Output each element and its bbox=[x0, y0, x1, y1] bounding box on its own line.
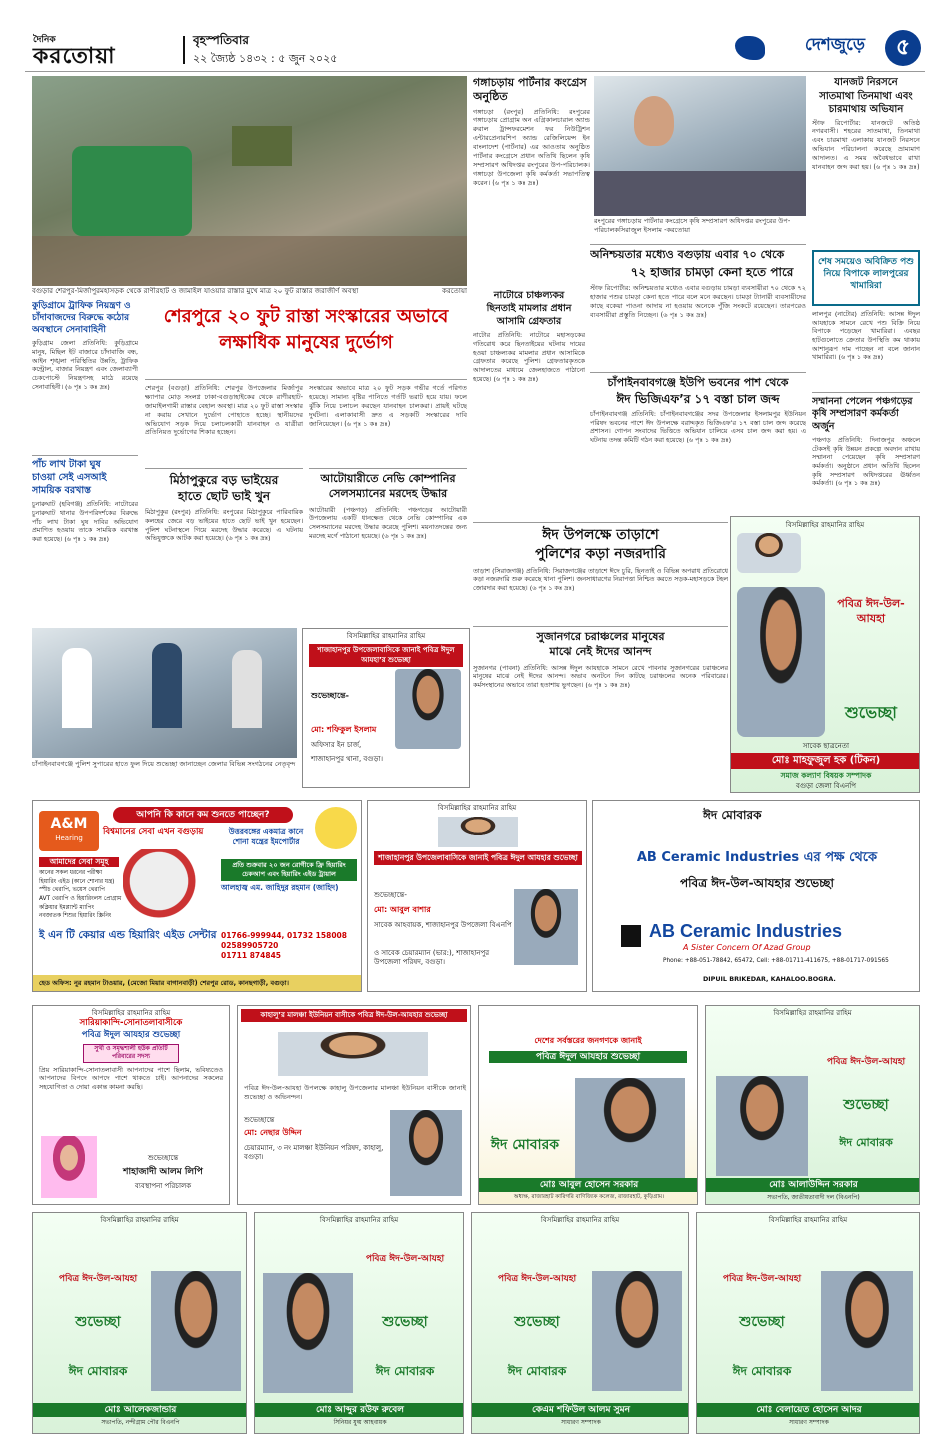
natore-headline-3: আসামি গ্রেফতার bbox=[496, 315, 562, 327]
ad-hearing-phone: 01766-999944, 01732 158008 bbox=[221, 931, 347, 940]
sujanagar-headline-1: সুজানগরে চরাঞ্চলের মানুষের bbox=[536, 630, 665, 643]
sujanagar-body: সুজানগর (পাবনা) প্রতিনিধি: আসন্ন ঈদুল আযহাকে সামনে রেখে পাবনার সুজানগরের চরাঞ্চলের মানুষের মাঝে নেই ঈদের আনন্দ। অভাব অনটনে দিন কাটছে চরাঞ্চলের অনেক পরিবারের। কর্মসংস্থানের অভাবে তারা হতাশায় ভুগছেন। (৬ পৃঃ ১ কঃ দ্রঃ) bbox=[473, 663, 728, 689]
ad-hearing-service: AVT থেরাপি ও হিয়ারিংলস প্রোগ্রাম bbox=[39, 896, 122, 903]
ad-hearing-brand: A&M bbox=[50, 816, 88, 832]
traffic-drive-body: স্টাফ রিপোর্টার: যানজটে অতিষ্ঠ নগরবাসী। শহরের সাতমাথা, তিনমাথা এবং চারমাথা এলাকায় যানজট নিরসনে অভিযান পরিচালনা করেছে ভ্রাম্যমাণ আদালত। এ সময় অবৈধভাবে রাখা যানবাহন জব্দ করা হয়। (৬ পৃঃ ১ কঃ দ্রঃ) bbox=[812, 118, 920, 171]
leather-body: স্টাফ রিপোর্টার: অনিশ্চয়তার মধ্যেও এবার বগুড়ায় চামড়া ব্যবসায়ীরা ৭০ থেকে ৭২ হাজার পশুর চামড়া কেনা হতে পারে বলে মনে করছেন। চামড়া ট্যানারী ব্যবসায়ীদের কাছে বকেয়া পাওনা আদায় না হওয়ায় অনেকে পুঁজি সংকটে রয়েছেন। তারপরেও ব্যবসায়ীরা প্রস্তুতি নিচ্ছেন। (৬ পৃঃ ১ কঃ দ্রঃ) bbox=[590, 284, 806, 319]
cattle-story-box bbox=[812, 250, 920, 306]
ad-alauddin-post: সভাপতি, জাতীয়তাবাদী দল (বিএনপি) bbox=[767, 1194, 860, 1201]
ad-row-1 bbox=[32, 1212, 247, 1434]
tarash-police-story bbox=[473, 522, 728, 622]
congress-photo-caption-text: রংপুরের গঙ্গাচড়ায় পার্টনার কংগ্রেসে কৃষি সম্প্রসারণ অধিদপ্তর রংপুরের উপ-পরিচালকসিরাজুল ইসলাম bbox=[594, 217, 791, 234]
ad-row-2-mubarak: ঈদ মোবারক bbox=[375, 1364, 435, 1378]
road-photo-caption: বগুড়ার শেরপুর-মির্জাপুরমহাসড়ক থেকে রাণীরহাট ও জামাইল যাওয়ার রাস্তার মুখে মাত্র ২০ ফুট রাস্তার জরাজীর্ণ অবস্থা bbox=[32, 287, 359, 295]
leather-headline-2: ৭২ হাজার চামড়া কেনা হতে পারে bbox=[630, 265, 794, 279]
ad-hearing-service: স্পীচ থেরাপি, ভয়েস থেরাপি bbox=[39, 887, 105, 894]
ad-row-4-eid: পবিত্র ঈদ-উল-আযহা bbox=[722, 1274, 802, 1284]
lead-body-col-2: সংস্কারের অভাবে মাত্র ২০ ফুট সড়ক গভীর গর্তে পরিণত হয়েছে। সামান্য বৃষ্টির পানিতে গর্তটি ভরাট হয়ে যায়। ফলে ঝুঁকি নিয়ে চলাচল করছেন যানবাহন চালকরা। প্রায়ই ঘটছে দুর্ঘটনা। এলাকাবাসী দ্রুত এ সড়কটি সংস্কারের দাবি জানিয়েছেন। (৬ পৃঃ ১ কঃ দ্রঃ) bbox=[309, 384, 467, 428]
ad-police-place: শাজাহানপুর থানা, বগুড়া। bbox=[311, 755, 384, 763]
ad-alauddin-name: মোঃ আলাউদ্দিন সরকার bbox=[706, 1178, 920, 1192]
ad-row-2 bbox=[254, 1212, 464, 1434]
section-title: দেশজুড়ে bbox=[804, 35, 865, 55]
ad-hearing-device-image bbox=[123, 849, 213, 929]
ad-hearing-phones bbox=[221, 931, 357, 961]
ad-row-2-name: মোঃ আব্দুর রউফ রুবেল bbox=[255, 1403, 464, 1417]
ad-kahalu bbox=[237, 1005, 471, 1205]
ad-hearing-address: হেড অফিস: নুর রহমান টাওয়ার, (মেজো মিয়ার বাগানবাড়ী) শেরপুর রোড, কানছগাড়ী, বগুড়া। bbox=[33, 975, 362, 992]
ad-row-2-wish: শুভেচ্ছা bbox=[382, 1314, 428, 1330]
ad-hearing-brand-sub: Hearing bbox=[55, 833, 83, 842]
ad-bashar-leaders-photo bbox=[438, 817, 518, 847]
ad-alauddin-bismillah: বিসমিল্লাহির রাহমানির রাহিম bbox=[773, 1009, 852, 1017]
ad-tikon-bismillah: বিসমিল্লাহির রাহমানির রাহিম bbox=[785, 521, 865, 529]
ad-hearing-doctor: আলহাজ্ব এম. জাহিদুর রহমান (জাহিদ) bbox=[221, 883, 339, 892]
newspaper-logo: করতোয়া bbox=[33, 43, 116, 69]
ad-bashar bbox=[367, 800, 587, 992]
ad-tikon-leaders-photo bbox=[737, 533, 801, 573]
ad-kahalu-portrait bbox=[390, 1110, 462, 1196]
sujanagar-headline-2: মাঝে নেই ঈদের আনন্দ bbox=[549, 644, 652, 658]
ad-tikon-portrait bbox=[737, 587, 825, 737]
ad-hearing bbox=[32, 800, 362, 992]
ad-hearing-service: কানের সকল ধরনের পরীক্ষা bbox=[39, 870, 103, 876]
ad-ceramic-eid: ঈদ মোবারক bbox=[703, 808, 762, 822]
ad-row-3-mubarak: ঈদ মোবারক bbox=[507, 1364, 567, 1378]
ad-row-3-eid: পবিত্র ঈদ-উল-আযহা bbox=[497, 1274, 577, 1284]
atwari-story bbox=[309, 468, 467, 638]
auto-rickshaw-shape bbox=[72, 146, 192, 236]
ad-hearing-tagline: বিশ্বমানের সেবা এখন বগুড়ায় bbox=[103, 827, 204, 837]
tarash-headline-2: পুলিশের কড়া নজরদারি bbox=[535, 545, 666, 562]
ad-hearing-offer: প্রতি শুক্রবার ২০ জন রোগীকে ফ্রি হিয়ারিং চেকআপ এবং হিয়ারিং এইড ট্রায়াল bbox=[221, 859, 357, 881]
ad-alauddin bbox=[705, 1005, 920, 1205]
ad-tikon-former: সাবেক ছাত্রনেতা bbox=[802, 742, 850, 750]
ad-hearing-service: কক্লিয়ার ইমপ্ল্যান্ট ম্যাপিং bbox=[39, 904, 95, 911]
person-figure-1 bbox=[62, 648, 92, 728]
conference-table bbox=[594, 171, 806, 216]
truck-shape bbox=[232, 126, 292, 166]
ad-police-bismillah: বিসমিল্লাহির রাহমানির রাহিম bbox=[346, 632, 426, 640]
ad-abul-name: মোঃ আবুল হোসেন সরকার bbox=[479, 1178, 698, 1192]
kurigram-body: কুড়িগ্রাম জেলা প্রতিনিধি: কুড়িগ্রামে মানুষ, মিছিল ইট বাজারে চাঁদাবাজি বন্ধ, আইন শৃঙ্খলা পরিস্থিতির উন্নতি, ট্রাফিক কন্ট্রোল, বাজার নিয়ন্ত্রণ এবং জেলাব্যাপী চেকপোস্টে নিয়ন্ত্রণসহ মাঠে রয়েছে সেনাবাহিনী। (৬ পৃঃ ১ কঃ দ্রঃ) bbox=[32, 339, 138, 391]
award-story bbox=[812, 392, 920, 512]
ad-police-greet: শুভেচ্ছান্তে- bbox=[311, 691, 350, 700]
congress-headline: গঙ্গাচড়ায় পার্টনার কংগ্রেস অনুষ্ঠিত bbox=[473, 76, 587, 103]
ad-hearing-logo bbox=[39, 811, 99, 851]
ad-ceramic-line-2: পবিত্র ঈদ-উল-আযহার শুভেচ্ছা bbox=[679, 876, 835, 890]
kurigram-headline-1: কুড়িগ্রামে ট্রাফিক নিয়ন্ত্রণ ও bbox=[32, 301, 131, 311]
ad-police bbox=[302, 628, 470, 788]
bribe-body: চুনারুঘাট (হবিগঞ্জ) প্রতিনিধি: নাটোরের চুনারুঘাট থানার উপপরিদর্শকের বিরুদ্ধে পাঁচ লাখ টাকা ঘুষ দাবির অভিযোগ প্রমাণিত হওয়ায় তাকে সাময়িক বরখাস্ত করা হয়েছে। (৬ পৃঃ ১ কঃ দ্রঃ) bbox=[32, 500, 138, 543]
ad-row-4 bbox=[696, 1212, 920, 1434]
ad-bashar-org: ও সাবেক চেয়ারম্যান (ভার:), শাজাহানপুর উপজেলা পরিষদ, বগুড়া। bbox=[374, 949, 490, 967]
ad-kahalu-post: চেয়ারম্যান, ৩ নং মালঞ্চা ইউনিয়ন পরিষদ, কাহালু, বগুড়া। bbox=[244, 1144, 384, 1162]
mithapukur-headline-2: হাতে ছোট ভাই খুন bbox=[177, 489, 270, 504]
lead-body-col-1: শেরপুর (বগুড়া) প্রতিনিধি: শেরপুর উপজেলার মির্জাপুর ক্ষ্যাপার মোড় সংলগ্ন ঢাকা-বগুড়াহাইকের থেকে রাণীরহাট-জামাইলগামী রাস্তার বেহাল অবস্থা। মাত্র ২০ ফুট রাস্তা সংস্কার না করায় সেখানে দুর্ভোগ পোহাতে হচ্ছে। স্থানীয়দের অভিযোগ সড়ক দিয়ে চলাচলকারী যানবাহন ও যাত্রীরা প্রতিনিয়ত দুর্ভোগের শিকার হচ্ছেন। bbox=[145, 384, 303, 437]
ad-lipi-greet: শুভেচ্ছান্তে bbox=[147, 1154, 179, 1162]
kurigram-story bbox=[32, 300, 138, 450]
ad-abul-title: দেশের সর্বস্তরের জনগণকে জানাই bbox=[534, 1036, 642, 1045]
ad-tikon bbox=[730, 516, 920, 793]
ad-alauddin-mubarak: ঈদ মোবারক bbox=[839, 1136, 893, 1149]
ad-tikon-org: বগুড়া জেলা বিএনপি bbox=[795, 782, 857, 790]
mithapukur-headline-1: মিঠাপুকুরে বড় ভাইয়ের bbox=[169, 473, 279, 487]
ad-hearing-service: হিয়ারিং এইড (কানে শোনার যন্ত্র) bbox=[39, 878, 115, 885]
meeting-photo bbox=[32, 628, 297, 758]
ad-kahalu-leaders-photo bbox=[278, 1032, 428, 1076]
natore-headline-2: ছিনতাই মামলার প্রধান bbox=[486, 302, 572, 314]
ad-abul-portrait bbox=[575, 1078, 685, 1178]
speaker-figure bbox=[634, 96, 674, 146]
ad-row-3-name: কেএম শফিউল আলম সুমন bbox=[472, 1403, 689, 1417]
ad-alauddin-eid: পবিত্র ঈদ-উল-আযহা bbox=[826, 1057, 906, 1067]
ad-bashar-post: সাবেক আহবায়ক, শাজাহানপুর উপজেলা বিএনপি bbox=[374, 921, 512, 929]
award-headline: সম্মাননা পেলেন পঞ্চগড়ের কৃষি সম্প্রসারণ কর্মকর্তা অর্জুন bbox=[812, 396, 913, 432]
ad-row-1-post: সভাপতি, নন্দীগ্রাম পৌর বিএনপি bbox=[101, 1419, 180, 1426]
leather-headline-1-text: অনিশ্চয়তার মধ্যেও বগুড়ায় এবার ৭০ থেকে bbox=[590, 248, 785, 261]
ad-police-title: শাজাহানপুর উপজেলাবাসিকে জানাই পবিত্র ঈদুল আযহা’র শুভেচ্ছা bbox=[309, 644, 463, 667]
ad-alauddin-wish: শুভেচ্ছা bbox=[843, 1097, 889, 1113]
ad-hearing-phone: 02589905720 bbox=[221, 941, 279, 951]
rice-body: চাঁপাইনবাবগঞ্জ প্রতিনিধি: চাঁপাইনবাবগঞ্জের সদর উপজেলার ইসলামপুর ইউনিয়ন পরিষদ ভবনের পাশে ঈদ উপলক্ষে বরাদ্দকৃত ভিজিএফ’র ১৭ বস্তা চাল জব্দ করেছে প্রশাসন। গোপন সংবাদের ভিত্তিতে অভিযান চালিয়ে এসব চাল জব্দ করা হয়। এ ঘটনায় তদন্ত কমিটি গঠন করা হয়েছে। (৬ পৃঃ ১ কঃ দ্রঃ) bbox=[590, 410, 806, 444]
ad-row-4-bismillah: বিসমিল্লাহির রাহমানির রাহিম bbox=[768, 1216, 848, 1224]
ad-row-1-name: মোঃ আলেকজান্ডার bbox=[33, 1403, 247, 1417]
page-number: ৫ bbox=[885, 30, 921, 66]
ad-bashar-name: মো: আবুল বাশার bbox=[374, 905, 431, 914]
rice-story bbox=[590, 372, 806, 492]
leather-headline-1 bbox=[590, 244, 806, 262]
cattle-headline: শেষ সময়েও অবিক্রিত পশু নিয়ে বিপাকে লালপুরের খামারিরা bbox=[818, 257, 914, 292]
ad-hearing-phone: 01711 874845 bbox=[221, 951, 282, 961]
meeting-photo-caption: চাঁপাইনবাবগঞ্জে পুলিশ সুপারের হাতে ফুল দিয়ে শুভেচ্ছা জানাচ্ছেন জেলার বিভিন্ন সংগঠনের নেতৃবৃন্দ bbox=[32, 760, 296, 768]
person-figure-3 bbox=[232, 650, 262, 728]
ad-kahalu-name: মো: নেছার উদ্দিন bbox=[244, 1128, 302, 1137]
ad-row-4-name: মোঃ বেলায়েত হোসেন আদর bbox=[697, 1403, 920, 1417]
road-photo bbox=[32, 76, 467, 286]
ad-lipi bbox=[32, 1005, 230, 1205]
ad-row-1-bismillah: বিসমিল্লাহির রাহমানির রাহিম bbox=[100, 1216, 179, 1224]
ad-lipi-title-2: পবিত্র ঈদুল আযহার শুভেচ্ছা bbox=[81, 1029, 181, 1040]
muddy-road-shape bbox=[32, 236, 467, 286]
ad-abul-mubarak: ঈদ মোবারক bbox=[490, 1137, 560, 1153]
ad-lipi-bismillah: বিসমিল্লাহির রাহমানির রাহিম bbox=[91, 1009, 171, 1017]
bribe-story bbox=[32, 455, 138, 625]
ad-bashar-greet: শুভেচ্ছান্তে- bbox=[374, 891, 407, 899]
ad-alauddin-portrait bbox=[716, 1076, 808, 1176]
natore-story bbox=[473, 290, 585, 520]
ad-police-portrait bbox=[395, 669, 461, 749]
ad-tikon-post: সমাজ কল্যাণ বিষয়ক সম্পাদক bbox=[780, 771, 872, 780]
ad-row-4-wish: শুভেচ্ছা bbox=[739, 1314, 785, 1330]
ad-row-1-wish: শুভেচ্ছা bbox=[75, 1314, 121, 1330]
tarash-headline-1: ঈদ উপলক্ষে তাড়াশে bbox=[542, 527, 659, 543]
ad-hearing-service: নবজাতক শিশুর হিয়ারিং স্ক্রিনিং bbox=[39, 913, 112, 920]
mithapukur-body: মিঠাপুকুর (রংপুর) প্রতিনিধি: রংপুরের মিঠাপুকুরে পারিবারিক কলহের জেরে বড় ভাইয়ের হাতে ছোট ভাই খুন হয়েছেন। পুলিশ ঘটনাস্থলে গিয়ে মরদেহ উদ্ধার করেছে। এ ঘটনায় অভিযুক্তকে আটক করা হয়েছে। (৬ পৃঃ ১ কঃ দ্রঃ) bbox=[145, 508, 303, 543]
ad-hearing-badge-icon bbox=[315, 807, 357, 849]
ad-hearing-services-list bbox=[39, 869, 125, 921]
ad-tikon-name: মোঃ মাহফুজুল হক (টিকন) bbox=[731, 753, 920, 769]
ad-ceramic-phone: Phone: +88-051-78842, 65472, Cell: +88-01711-411675, +88-01717-091565 bbox=[663, 958, 889, 964]
ad-row-2-portrait bbox=[263, 1273, 353, 1393]
ad-row-3-bismillah: বিসমিল্লাহির রাহমানির রাহিম bbox=[540, 1216, 620, 1224]
traffic-drive-headline-1: যানজট নিরসনে bbox=[834, 77, 898, 88]
kurigram-headline-3: অবস্থানে সেনাবাহিনী bbox=[32, 325, 106, 336]
ad-kahalu-body: পবিত্র ঈদ-উল-আযহা উপলক্ষে কাহালু উপজেলার মালঞ্চা ইউনিয়ন বাসীকে জানাই শুভেচ্ছা ও অভিনন্দন। bbox=[244, 1084, 466, 1101]
traffic-drive-headline-2: সাতমাথা তিনমাথা এবং চারমাথায় অভিযান bbox=[819, 90, 913, 115]
ad-hearing-center: ই এন টি কেয়ার এন্ড হিয়ারিং এইড সেন্টার bbox=[39, 929, 217, 941]
ad-row-2-eid: পবিত্র ঈদ-উল-আযহা bbox=[365, 1254, 445, 1264]
road-photo-credit: করতোয়া bbox=[442, 287, 467, 295]
natore-headline-1: নাটোরে চাঞ্চল্যকর bbox=[493, 290, 565, 301]
ad-ceramic-logo-text: AB Ceramic Industries bbox=[649, 921, 843, 941]
sujanagar-story bbox=[473, 626, 728, 792]
ad-bashar-title: শাজাহানপুর উপজেলাবাসিকে জানাই পবিত্র ঈদুল আযহার শুভেচ্ছা bbox=[374, 851, 582, 865]
natore-body: নাটোর প্রতিনিধি: নাটোরে মহাসড়কের গতিরোধ করে ছিনতাইয়ের ঘটনায় দায়ের হওয়া চাঞ্চল্যকর মামলার প্রধান আসামিকে গ্রেফতার করেছে পুলিশ। গ্রেফতারকৃতকে আদালতের মাধ্যমে জেলহাজতে পাঠানো হয়েছে। (৬ পৃঃ ১ কঃ দ্রঃ) bbox=[473, 331, 585, 383]
ad-row-1-portrait bbox=[151, 1271, 241, 1391]
ad-row-4-mubarak: ঈদ মোবারক bbox=[732, 1364, 792, 1378]
ad-hearing-services-title: আমাদের সেবা সমূহ bbox=[39, 857, 119, 867]
award-body: পঞ্চগড় প্রতিনিধি: দিনাজপুর অঞ্চলে টেকসই কৃষি উন্নয়ন প্রকল্পে অবদান রাখায় সম্মাননা পেয়েছেন কৃষি সম্প্রসারণ কর্মকর্তা। অনুষ্ঠানে প্রধান অতিথি ছিলেন কৃষি সম্প্রসারণ অধিদপ্তরের ঊর্ধ্বতন কর্মকর্তা। (৬ পৃঃ ১ কঃ দ্রঃ) bbox=[812, 436, 920, 488]
ad-lipi-body: প্রিয় সারিয়াকান্দি-সোনাতলাবাসী আপনাদের পাশে ছিলাম, ভবিষ্যতেও আপনাদের বিপদে আপদে পাশে থাকতে চাই। আপনাদের সকলের সহযোগিতা ও দোয়া একান্ত কামনা করছি। bbox=[39, 1065, 223, 1091]
ad-ceramic-line-1: AB Ceramic Industries এর পক্ষ থেকে bbox=[636, 850, 878, 865]
ad-row-3-portrait bbox=[592, 1271, 682, 1391]
ad-lipi-slogan: সুখী ও সমৃদ্ধশালী হউক প্রতিটি পরিবারের সদস্য bbox=[83, 1044, 179, 1062]
cattle-body: লালপুর (নাটোর) প্রতিনিধি: আসন্ন ঈদুল আযহাকে সামনে রেখে পশু বিক্রি নিয়ে বিপাকে পড়েছেন খামারিরা। এবছর হাটগুলোতে ক্রেতার উপস্থিতি কম থাকায় আশানুরূপ দাম পাচ্ছেন না বলে জানান খামারিরা। (৬ পৃঃ ১ কঃ দ্রঃ) bbox=[812, 310, 920, 362]
ad-kahalu-greet: শুভেচ্ছান্তে bbox=[244, 1116, 275, 1124]
person-figure-2 bbox=[152, 643, 182, 728]
ad-lipi-portrait bbox=[41, 1136, 97, 1198]
ad-row-3-wish: শুভেচ্ছা bbox=[514, 1314, 560, 1330]
ad-hearing-tagline-2: উত্তরবঙ্গের একমাত্র কানে শোনা যন্ত্রের ইমপোর্টার bbox=[228, 827, 304, 847]
congress-photo-caption bbox=[594, 217, 806, 239]
kurigram-headline-2: চাঁদাবাজদের বিরুদ্ধে কঠোর bbox=[32, 313, 130, 324]
bribe-headline-3: সাময়িক বরখাস্ত bbox=[32, 484, 91, 496]
lead-story bbox=[145, 300, 467, 380]
ad-police-name: মো: শফিকুল ইসলাম bbox=[311, 725, 377, 734]
traffic-drive-story bbox=[812, 76, 920, 246]
masthead bbox=[25, 28, 925, 72]
bribe-headline-2: চাওয়া সেই এসআই bbox=[32, 471, 107, 483]
masthead-date: ২২ জ্যৈষ্ঠ ১৪৩২ : ৫ জুন ২০২৫ bbox=[193, 52, 338, 65]
mithapukur-story bbox=[145, 468, 303, 638]
ad-tikon-eid: পবিত্র ঈদ-উল-আযহা bbox=[837, 597, 905, 625]
ad-row-4-post: সাধারণ সম্পাদক bbox=[789, 1419, 829, 1426]
masthead-day: বৃহস্পতিবার bbox=[193, 33, 249, 47]
congress-photo-credit: -করতোয়া bbox=[664, 225, 690, 234]
ad-abul-post: অধ্যক্ষ, রাজারহাট কারিগরি বাণিজ্যিক কলেজ, রাজারহাট, কুড়িগ্রাম। bbox=[513, 1194, 665, 1200]
atwari-body: আটোয়ারী (পঞ্চগড়) প্রতিনিধি: পঞ্চগড়ের আটোয়ারী উপজেলায় একটি ধানক্ষেত থেকে নেভি কোম্পানির এক সেলসম্যানের মরদেহ উদ্ধার করেছে পুলিশ। ময়নাতদন্তের জন্য মরদেহ মর্গে পাঠানো হয়েছে। (৬ পৃঃ ১ কঃ দ্রঃ) bbox=[309, 505, 467, 540]
rice-headline-1: চাঁপাইনবাবগঞ্জে ইউপি ভবনের পাশ থেকে bbox=[607, 376, 789, 389]
bribe-headline-1: পাঁচ লাখ টাকা ঘুষ bbox=[32, 459, 101, 470]
atwari-headline-1: আটোয়ারীতে নেভি কোম্পানির bbox=[320, 472, 456, 485]
ad-tikon-wish: শুভেচ্ছা bbox=[845, 703, 897, 722]
ad-police-post: অফিসার ইন চার্জ, bbox=[311, 741, 362, 749]
ad-lipi-name: শাহাজাদী আলম লিপি bbox=[123, 1167, 203, 1177]
ad-ceramic-sub: A Sister Concern Of Azad Group bbox=[683, 943, 811, 952]
ad-hearing-question: আপনি কি কানে কম শুনতে পাচ্ছেন? bbox=[113, 807, 293, 823]
masthead-divider bbox=[183, 36, 185, 64]
ad-ceramic bbox=[592, 800, 920, 992]
congress-story bbox=[473, 76, 590, 286]
ad-row-2-post: সিনিয়র যুগ্ম আহবায়ক bbox=[333, 1419, 387, 1426]
ad-kahalu-title: কাহালু’র মালঞ্চা ইউনিয়ন বাসীকে পবিত্র ঈদ-উল-আযহার শুভেচ্ছা bbox=[241, 1009, 467, 1022]
bangladesh-map-icon bbox=[735, 36, 765, 60]
congress-photo bbox=[594, 76, 806, 216]
ad-row-3 bbox=[471, 1212, 689, 1434]
rice-headline-2: ঈদ ভিজিএফ’র ১৭ বস্তা চাল জব্দ bbox=[616, 391, 780, 406]
atwari-headline-2: সেলসম্যানের মরদেহ উদ্ধার bbox=[328, 486, 448, 500]
ad-bashar-portrait bbox=[514, 889, 578, 965]
ad-lipi-title-1: সারিয়াকান্দি-সোনাতলাবাসীকে bbox=[79, 1018, 183, 1029]
masthead-prefix: দৈনিক bbox=[33, 35, 56, 45]
ad-ceramic-address: DIPUIL BRIKEDAR, KAHALOO.BOGRA. bbox=[703, 975, 836, 983]
ad-row-3-post: সাধারণ সম্পাদক bbox=[561, 1419, 601, 1426]
ad-abul bbox=[478, 1005, 698, 1205]
ad-lipi-post: ব্যবস্থাপনা পরিচালক bbox=[134, 1182, 192, 1190]
congress-body: গঙ্গাচড়া (রংপুর) প্রতিনিধি: রংপুরের গঙ্গাচড়ায় প্রোগ্রাম অন এগ্রিকালচারাল অ্যান্ড রুরাল ট্রান্সফরমেশন ফর নিউট্রিশন এন্টারপ্রেনারশিপ অ্যান্ড রেজিলিয়েন্স ইন বাংলাদেশ (পার্টনার) এর আওতায় অনুষ্ঠিত পার্টনার কংগ্রেসে প্রধান অতিথি ছিলেন কৃষি সম্প্রসারণ অধিদপ্তর রংপুরের উপ-পরিচালক। গঙ্গাচড়া উপজেলা কৃষি কর্মকর্তা সভাপতিত্ব করেন। (৬ পৃঃ ১ কঃ দ্রঃ) bbox=[473, 107, 590, 187]
lead-headline: শেরপুরে ২০ ফুট রাস্তা সংস্কারের অভাবে লক্ষাধিক মানুষের দুর্ভোগ bbox=[163, 306, 449, 354]
ad-row-4-portrait bbox=[821, 1271, 913, 1391]
ad-bashar-bismillah: বিসমিল্লাহির রাহমানির রাহিম bbox=[437, 804, 517, 812]
ad-row-2-bismillah: বিসমিল্লাহির রাহমানির রাহিম bbox=[319, 1216, 399, 1224]
ad-ceramic-logo-icon bbox=[621, 925, 641, 947]
ad-row-1-eid: পবিত্র ঈদ-উল-আযহা bbox=[58, 1274, 138, 1284]
ad-abul-eid: পবিত্র ঈদুল আযহার শুভেচ্ছা bbox=[489, 1051, 687, 1063]
tarash-body: তাড়াশ (সিরাজগঞ্জ) প্রতিনিধি: সিরাজগঞ্জের তাড়াশে ঈদে চুরি, ছিনতাই ও বিভিন্ন অপরাধ প্রতিরোধে কড়া নজরদারি শুরু করেছে থানা পুলিশ। জনসাধারণের নিরাপত্তা নিশ্চিত করতে সড়ক-মহাসড়কে টহল জোরদার করা হয়েছে। (৬ পৃঃ ১ কঃ দ্রঃ) bbox=[473, 566, 728, 593]
ad-row-1-mubarak: ঈদ মোবারক bbox=[68, 1364, 128, 1378]
